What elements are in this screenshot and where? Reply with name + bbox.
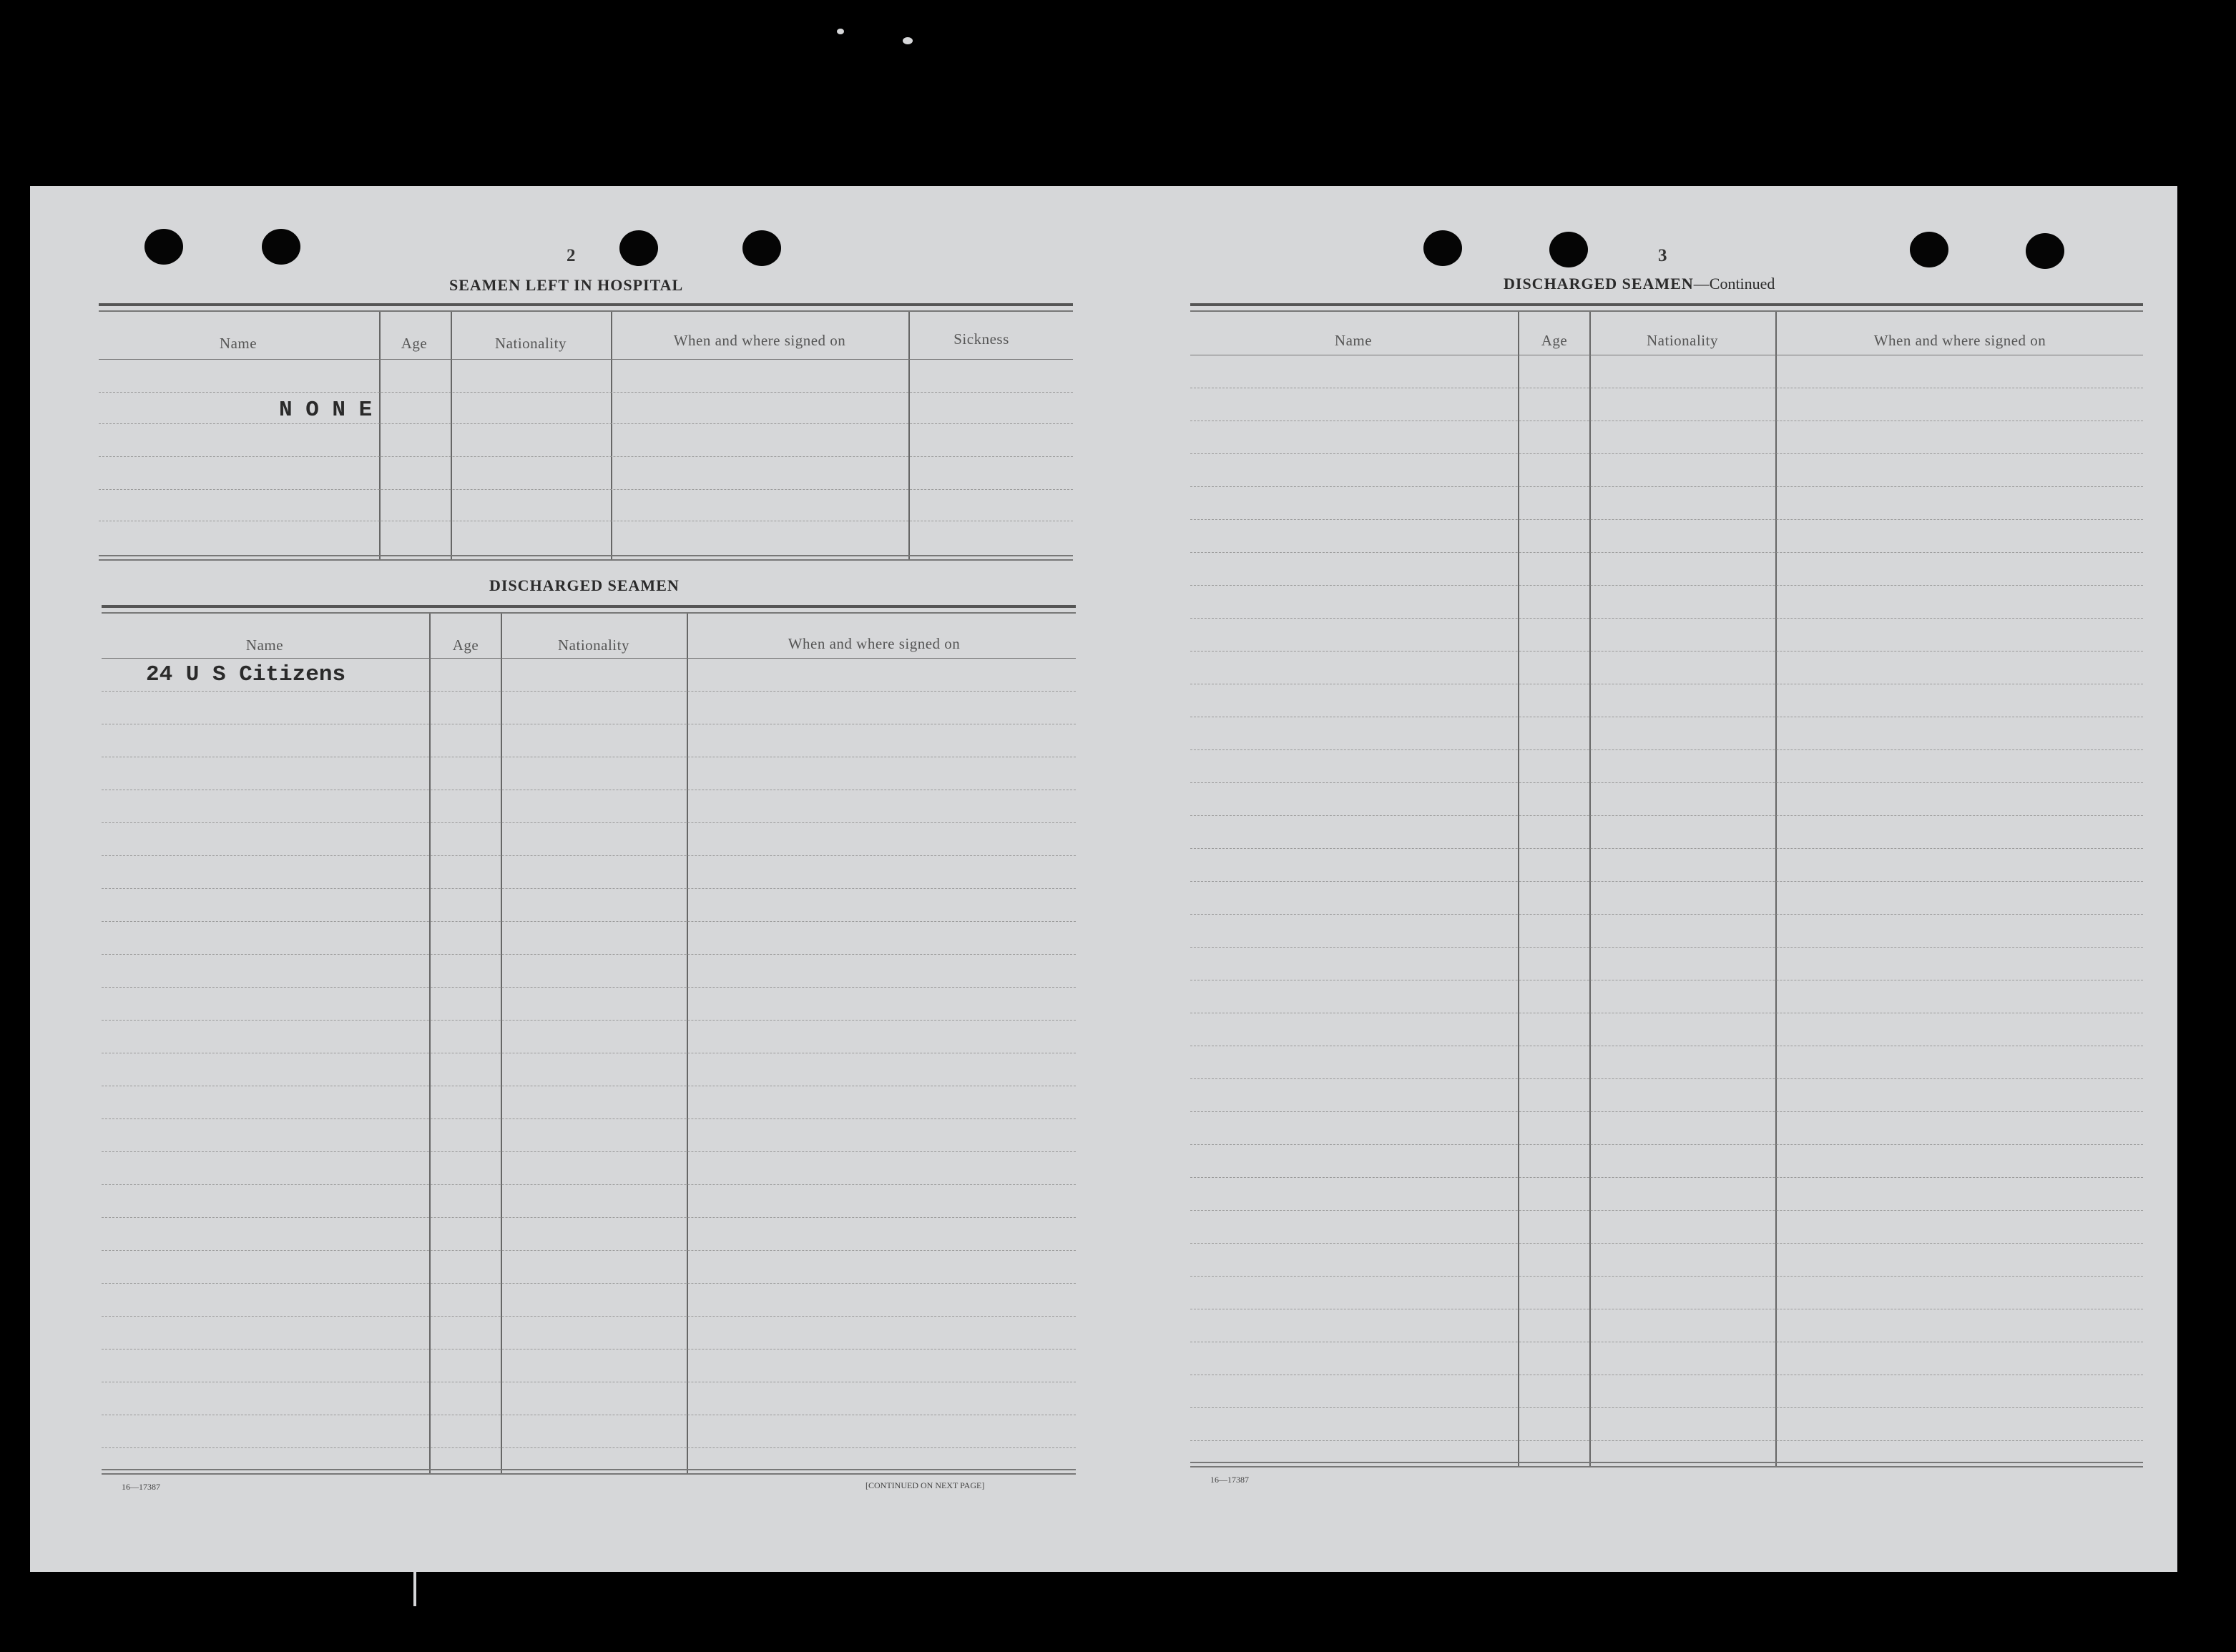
row-rule bbox=[1190, 651, 2143, 652]
column-divider bbox=[1775, 312, 1777, 1466]
table-top-rule bbox=[99, 310, 1073, 312]
row-rule bbox=[102, 1250, 1076, 1251]
hospital-table bbox=[99, 303, 1073, 561]
punch-hole bbox=[1549, 232, 1588, 267]
row-rule bbox=[1190, 1078, 2143, 1079]
column-divider bbox=[687, 614, 688, 1473]
column-divider bbox=[429, 614, 431, 1473]
row-rule bbox=[1190, 1440, 2143, 1441]
punch-hole bbox=[742, 230, 781, 266]
row-rule bbox=[102, 855, 1076, 856]
punch-hole bbox=[619, 230, 658, 266]
row-rule bbox=[1190, 618, 2143, 619]
column-header-signed-on: When and where signed on bbox=[788, 635, 961, 652]
row-rule bbox=[1190, 947, 2143, 948]
column-header-signed-on: When and where signed on bbox=[673, 332, 846, 349]
row-rule bbox=[1190, 552, 2143, 553]
continued-note: [CONTINUED ON NEXT PAGE] bbox=[866, 1480, 985, 1490]
row-rule bbox=[99, 423, 1073, 424]
column-header-nationality: Nationality bbox=[1647, 332, 1718, 349]
background-speck bbox=[837, 29, 844, 34]
row-rule bbox=[102, 1316, 1076, 1317]
row-rule bbox=[102, 1447, 1076, 1448]
column-header-name: Name bbox=[245, 636, 284, 654]
column-header-name: Name bbox=[1334, 332, 1373, 349]
row-rule bbox=[1190, 1177, 2143, 1178]
row-rule bbox=[102, 921, 1076, 922]
row-rule bbox=[99, 392, 1073, 393]
row-rule bbox=[1190, 848, 2143, 849]
punch-hole bbox=[1423, 230, 1462, 266]
table-top-rule bbox=[99, 303, 1073, 306]
discharged-entry: 24 U S Citizens bbox=[146, 662, 346, 687]
row-rule bbox=[1190, 585, 2143, 586]
row-rule bbox=[99, 489, 1073, 490]
section-title-suffix: —Continued bbox=[1693, 275, 1775, 292]
column-divider bbox=[451, 312, 452, 559]
column-divider bbox=[1589, 312, 1591, 1466]
table-top-rule bbox=[1190, 310, 2143, 312]
row-rule bbox=[1190, 914, 2143, 915]
form-number-right: 16—17387 bbox=[1210, 1475, 1249, 1485]
table-bottom-rule bbox=[1190, 1466, 2143, 1467]
row-rule bbox=[99, 456, 1073, 457]
row-rule bbox=[1190, 815, 2143, 816]
column-header-sickness: Sickness bbox=[953, 330, 1009, 348]
form-number-left: 16—17387 bbox=[122, 1482, 160, 1492]
hospital-entry-none: N O N E bbox=[279, 398, 373, 423]
punch-hole bbox=[262, 229, 300, 265]
column-header-signed-on: When and where signed on bbox=[1873, 332, 2046, 349]
row-rule bbox=[102, 658, 1076, 659]
row-rule bbox=[1190, 881, 2143, 882]
row-rule bbox=[99, 359, 1073, 360]
row-rule bbox=[102, 1118, 1076, 1119]
punch-hole bbox=[144, 229, 183, 265]
column-divider bbox=[611, 312, 612, 559]
row-rule bbox=[102, 822, 1076, 823]
row-rule bbox=[1190, 1144, 2143, 1145]
section-title-hospital: SEAMEN LEFT IN HOSPITAL bbox=[449, 276, 684, 294]
row-rule bbox=[102, 691, 1076, 692]
section-title-discharged: DISCHARGED SEAMEN bbox=[489, 576, 680, 594]
row-rule bbox=[1190, 519, 2143, 520]
table-top-rule bbox=[102, 612, 1076, 614]
row-rule bbox=[1190, 1276, 2143, 1277]
row-rule bbox=[102, 1283, 1076, 1284]
ledger-paper bbox=[30, 186, 2177, 1572]
column-divider bbox=[501, 614, 502, 1473]
column-header-age: Age bbox=[1541, 332, 1568, 349]
discharged-table-left bbox=[102, 605, 1076, 1485]
background-speck bbox=[903, 37, 913, 44]
column-header-age: Age bbox=[401, 335, 428, 352]
row-rule bbox=[102, 1020, 1076, 1021]
table-top-rule bbox=[1190, 303, 2143, 306]
table-bottom-rule bbox=[102, 1469, 1076, 1470]
column-divider bbox=[1518, 312, 1519, 1466]
table-top-rule bbox=[102, 605, 1076, 608]
row-rule bbox=[1190, 1243, 2143, 1244]
table-bottom-rule bbox=[99, 555, 1073, 556]
section-title-discharged-continued bbox=[1504, 275, 1775, 293]
table-bottom-rule bbox=[1190, 1462, 2143, 1463]
row-rule bbox=[102, 987, 1076, 988]
page-number-left: 2 bbox=[567, 246, 576, 265]
row-rule bbox=[1190, 749, 2143, 750]
discharged-table-right bbox=[1190, 303, 2143, 1483]
row-rule bbox=[102, 1184, 1076, 1185]
row-rule bbox=[1190, 782, 2143, 783]
row-rule bbox=[102, 954, 1076, 955]
section-title-text: DISCHARGED SEAMEN bbox=[1504, 275, 1694, 292]
row-rule bbox=[1190, 1407, 2143, 1408]
column-header-name: Name bbox=[219, 335, 258, 352]
row-rule bbox=[1190, 453, 2143, 454]
column-divider bbox=[379, 312, 381, 559]
column-header-age: Age bbox=[452, 636, 479, 654]
row-rule bbox=[1190, 1111, 2143, 1112]
table-bottom-rule bbox=[99, 559, 1073, 561]
punch-hole bbox=[2026, 233, 2064, 269]
punch-hole bbox=[1910, 232, 1948, 267]
row-rule bbox=[102, 888, 1076, 889]
row-rule bbox=[102, 1151, 1076, 1152]
row-rule bbox=[1190, 1210, 2143, 1211]
column-divider bbox=[908, 312, 910, 559]
column-header-nationality: Nationality bbox=[495, 335, 567, 352]
background-speck bbox=[413, 1570, 416, 1606]
page-number-right: 3 bbox=[1658, 246, 1667, 265]
row-rule bbox=[1190, 486, 2143, 487]
column-header-nationality: Nationality bbox=[558, 636, 629, 654]
table-bottom-rule bbox=[102, 1473, 1076, 1475]
row-rule bbox=[102, 1217, 1076, 1218]
